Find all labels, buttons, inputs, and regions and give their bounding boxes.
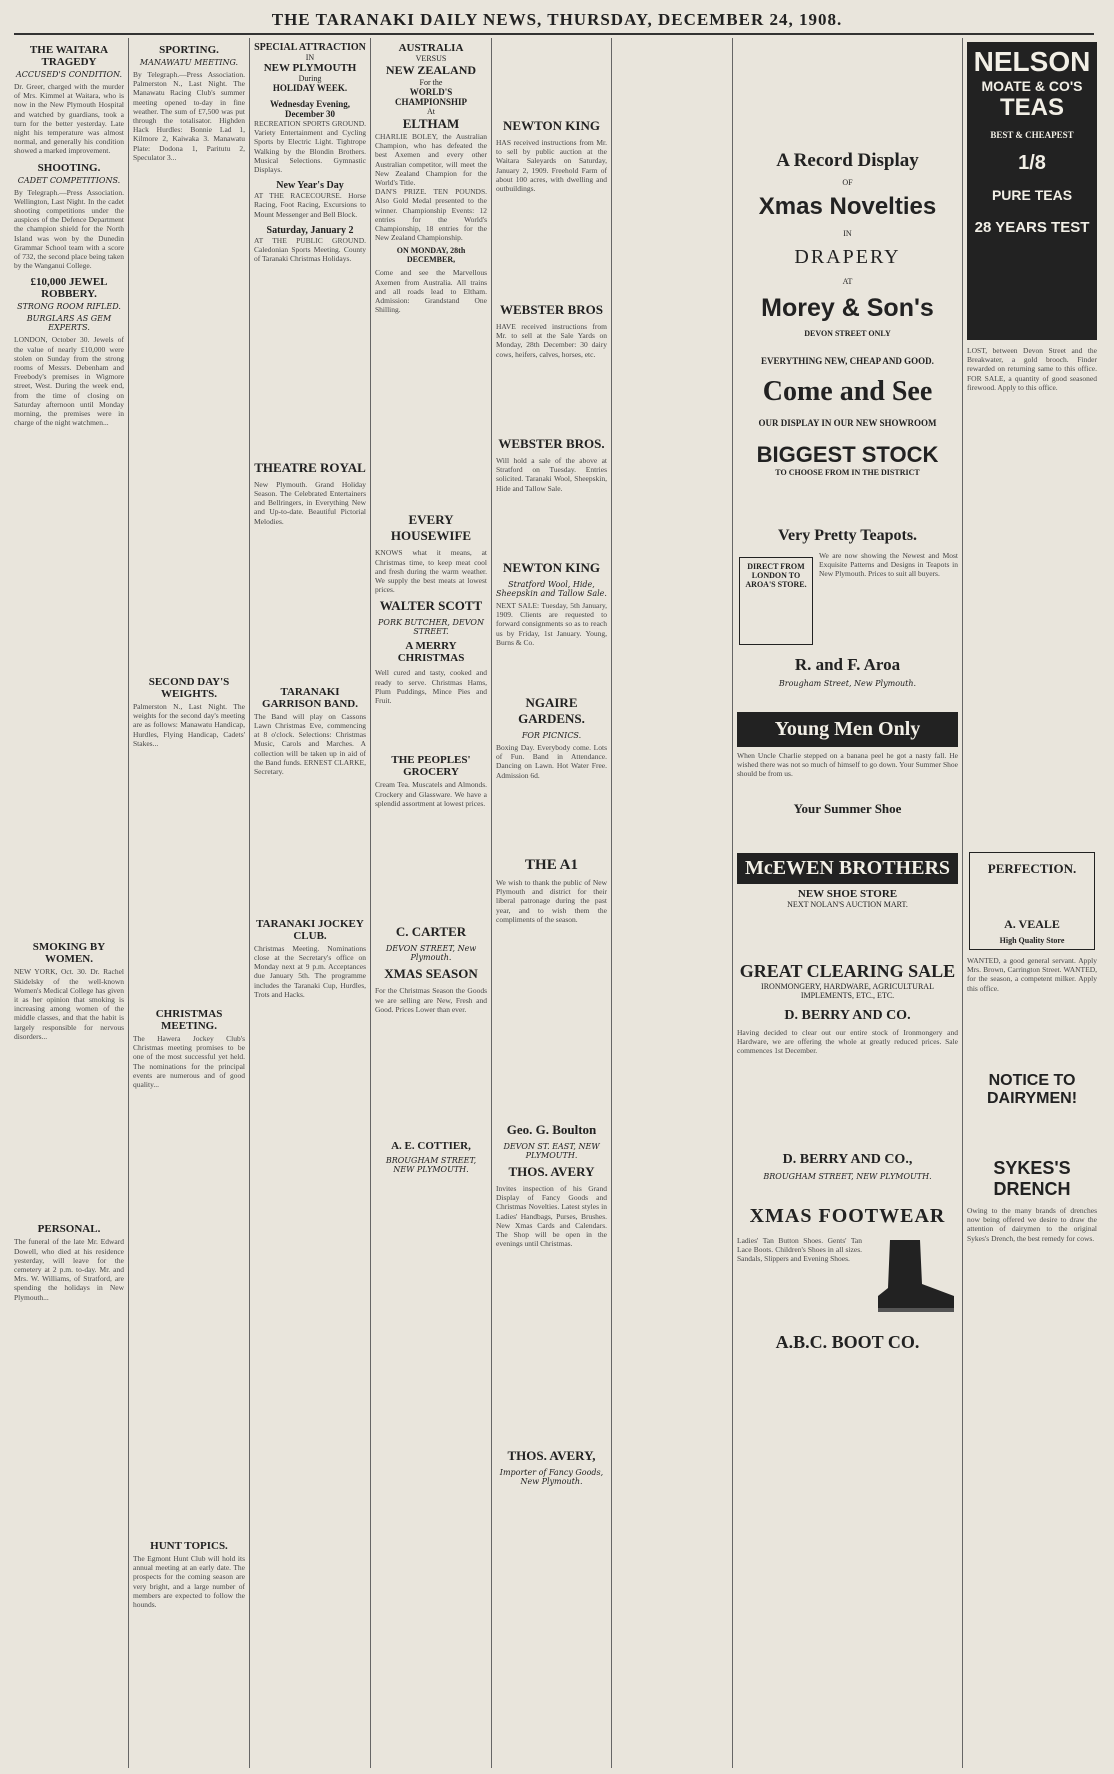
subheading: ACCUSED'S CONDITION. bbox=[15, 70, 123, 79]
ad-date: ON MONDAY, 28th DECEMBER, bbox=[396, 246, 466, 265]
ad-text: At bbox=[427, 107, 435, 116]
ad-text: HAVE received instructions from Mr. to sell at the Sale Yards on Monday, 28th December: 30 dairy cows, heifers, calves, horses, etc. bbox=[496, 322, 609, 359]
column-divider bbox=[370, 38, 371, 1768]
headline: SMOKING BY WOMEN. bbox=[32, 941, 106, 966]
perfection-ad bbox=[969, 852, 1095, 950]
ad-text: Owing to the many brands of drenches now being offered we desire to draw the attention of dairymen to the original Sykes's Drench, the best remedy for cows. bbox=[967, 1206, 1099, 1243]
column-6 bbox=[737, 38, 958, 1768]
ad-text: RECREATION SPORTS GROUND. Variety Entertainment and Cycling Sports by Electric Light. Tightrope Walking by the Blondin Brothers. Musical Selections. Gymnastic Displays. bbox=[254, 119, 368, 175]
ad-heading: Your Summer Shoe bbox=[793, 801, 902, 816]
ad-text: The Band will play on Cassons Lawn Christmas Eve, commencing at 8 o'clock. Selections: Christmas Music, Carols and Marches. A collection will be taken up in aid of the Band funds. ERNEST CLARKE, Secretary. bbox=[254, 711, 368, 777]
ad-heading: NEW PLYMOUTH bbox=[263, 62, 357, 74]
ad-text: We are now showing the Newest and Most Exquisite Patterns and Designs in Teapots in New Plymouth. Prices to suit all buyers. bbox=[819, 551, 960, 579]
article-text: Palmerston N., Last Night. The weights for the second day's meeting are as follows: Manawatu Handicap, Hurdles, Flying Handicap, Cadets' Stakes... bbox=[133, 702, 247, 748]
column-5 bbox=[496, 38, 607, 1768]
article-text: Dr. Greer, charged with the murder of Mrs. Kimmel at Waitara, who is now in the New Plymouth Hospital and watched by guardians, took a turn for the better yesterday. Late night his temperature was almost normal, and generally his condition showed a marked improvement. bbox=[14, 82, 126, 156]
ad-heading: NEWTON KING bbox=[503, 118, 600, 133]
subheading: MANAWATU MEETING. bbox=[139, 58, 239, 67]
ad-text: VERSUS bbox=[415, 54, 447, 63]
ad-text: When Uncle Charlie stepped on a banana peel he got a nasty fall. He wished there was not so much of himself to go down. Your Summer Shoe should be from us. bbox=[737, 751, 960, 779]
ad-heading: Xmas Novelties bbox=[758, 193, 937, 220]
ad-text: IN bbox=[305, 53, 315, 62]
article-text: By Telegraph.—Press Association. Wellington, Last Night. In the cadet shooting competitions under the auspices of the Defence Department the champion shield for the North Island was won by the Dunedin Grammar School team with a score of 732, the second place being taken by the Wanganui College. bbox=[14, 187, 126, 271]
column-3 bbox=[254, 38, 366, 1768]
ad-text: OF bbox=[842, 178, 853, 187]
headline: PERSONAL. bbox=[37, 1223, 101, 1236]
ad-heading: XMAS SEASON bbox=[384, 966, 478, 982]
ad-heading: PURE TEAS bbox=[991, 187, 1073, 203]
ad-heading: D. BERRY AND CO., bbox=[782, 1152, 913, 1167]
ad-text: KNOWS what it means, at Christmas time, to keep meat cool and fresh during the warm weather. We supply the best meats at lowest prices. bbox=[375, 548, 489, 595]
ad-text: We wish to thank the public of New Plymouth and district for their liberal patronage during the past year, and to wish them the compliments of the season. bbox=[496, 878, 609, 924]
ad-date: Wednesday Evening, December 30 bbox=[269, 99, 351, 119]
ad-text: For the bbox=[419, 78, 443, 87]
ad-text: Ladies' Tan Button Shoes. Gents' Tan Lace Boots. Children's Shoes in all sizes. Sandals, Slippers and Evening Shoes. bbox=[737, 1236, 864, 1264]
ad-heading: THOS. AVERY, bbox=[507, 1448, 596, 1463]
ad-heading: EVERY HOUSEWIFE bbox=[390, 512, 472, 544]
ad-heading: PERFECTION. bbox=[987, 861, 1077, 876]
article-text: The Egmont Hunt Club will hold its annual meeting at an early date. The prospects for the coming season are very bright, and a large number of members are expected to follow the hounds. bbox=[133, 1554, 247, 1610]
ad-text: AT THE RACECOURSE. Horse Racing, Foot Racing, Excursions to Mount Messenger and Bell Block. bbox=[254, 191, 368, 219]
ad-heading: NOTICE TO DAIRYMEN! bbox=[986, 1072, 1078, 1107]
ad-heading: R. and F. Aroa bbox=[794, 655, 901, 674]
teapot-ad bbox=[737, 551, 958, 651]
subheading: CADET COMPETITIONS. bbox=[17, 175, 121, 185]
subheading: STRONG ROOM RIFLED. bbox=[17, 302, 121, 312]
ad-heading: NELSON bbox=[973, 46, 1091, 77]
ad-text: Invites inspection of his Grand Display of Fancy Goods and Christmas Novelties. Latest styles in Ladies' Handbags, Purses, Brushes. New Xmas Cards and Calendars. The Shop will be open in the evenings until Christmas. bbox=[496, 1184, 609, 1249]
column-1 bbox=[14, 38, 124, 1768]
ad-text: During bbox=[298, 74, 322, 83]
nelson-teas-ad bbox=[967, 42, 1097, 340]
ad-address: BROUGHAM STREET, NEW PLYMOUTH. bbox=[763, 1172, 932, 1181]
column-2 bbox=[133, 38, 245, 1768]
ad-heading: WALTER SCOTT bbox=[379, 598, 483, 614]
ad-text: HOLIDAY WEEK. bbox=[272, 83, 348, 93]
ad-heading: McEWEN BROTHERS bbox=[737, 853, 958, 884]
ad-text: AT THE PUBLIC GROUND. Caledonian Sports Meeting. County of Taranaki Christmas Holidays. bbox=[254, 235, 368, 264]
ad-text: High Quality Store bbox=[999, 936, 1065, 945]
ad-heading: NEW ZEALAND bbox=[385, 63, 477, 77]
column-4 bbox=[375, 38, 487, 1768]
ad-address: Importer of Fancy Goods, New Plymouth. bbox=[499, 1468, 604, 1486]
ad-heading: C. CARTER bbox=[395, 924, 467, 940]
ad-text: NEXT NOLAN'S AUCTION MART. bbox=[787, 900, 908, 909]
ad-heading: D. BERRY AND CO. bbox=[784, 1008, 911, 1023]
ad-address: DEVON ST. EAST, NEW PLYMOUTH. bbox=[503, 1142, 600, 1160]
ad-text: Well cured and tasty, cooked and ready to serve. Christmas Hams, Plum Puddings, Mince Pies and Fruit. bbox=[375, 668, 489, 706]
ad-heading: A.B.C. BOOT CO. bbox=[775, 1332, 920, 1352]
ad-heading: Morey & Son's bbox=[761, 294, 934, 322]
ad-address: PORK BUTCHER, DEVON STREET. bbox=[378, 618, 484, 637]
column-7 bbox=[967, 38, 1097, 1768]
headline: SPORTING. bbox=[159, 44, 219, 56]
ad-subheading: FOR PICNICS. bbox=[521, 731, 582, 740]
ad-heading: A. VEALE bbox=[1004, 917, 1060, 931]
ad-heading: NEWTON KING bbox=[503, 560, 600, 575]
ad-heading: TARANAKI JOCKEY CLUB. bbox=[256, 917, 364, 942]
article-text: NEW YORK, Oct. 30. Dr. Rachel Skidelsky of the well-known Women's Medical College has given it as her opinion that smoking is increasing among women of the middle classes, and that the habit is largely responsible for nervous disorders... bbox=[14, 967, 126, 1041]
ad-address: BROUGHAM STREET, NEW PLYMOUTH. bbox=[385, 1156, 477, 1175]
ad-text: Come and see the Marvellous Axemen from Australia. All trains and all roads lead to Eltham. Admission: Grandstand One Shilling. bbox=[375, 268, 489, 315]
ad-text: HAS received instructions from Mr. to sell by public auction at the Waitara Saleyards on Saturday, January 2, 1909. Freehold Farm of about 100 acres, with dwelling and outbuildings. bbox=[496, 138, 609, 194]
ad-heading: BIGGEST STOCK bbox=[756, 442, 939, 467]
ad-heading: THE A1 bbox=[525, 857, 578, 873]
headline: SHOOTING. bbox=[37, 161, 101, 174]
footwear-ad bbox=[737, 1236, 958, 1326]
article-text: LONDON, October 30. Jewels of the value of nearly £10,000 were stolen on Sunday from the strong rooms of Messrs. Debenham and Freebody's premises in Wigmore street, West. During the week end, from the time of closing on Saturday afternoon until Monday morning, the premises were in charge of the night watchmen... bbox=[14, 335, 126, 428]
ad-heading: THE PEOPLES' GROCERY bbox=[391, 754, 471, 779]
ad-text: IN bbox=[843, 229, 852, 238]
ad-text: DEVON STREET ONLY bbox=[804, 329, 891, 338]
masthead: THE TARANAKI DAILY NEWS, THURSDAY, DECEMBER 24, 1908. bbox=[271, 10, 843, 29]
ad-text: BEST & CHEAPEST bbox=[990, 130, 1074, 140]
headline: CHRISTMAS MEETING. bbox=[155, 1008, 223, 1032]
ad-text: TO CHOOSE FROM IN THE DISTRICT bbox=[775, 468, 920, 477]
ad-heading: THOS. AVERY bbox=[508, 1164, 595, 1179]
ad-heading: A. E. COTTIER, bbox=[391, 1140, 471, 1153]
article-text: By Telegraph.—Press Association. Palmerston N., Last Night. The Manawatu Racing Club's summer meeting opened to-day in fine weather. The sum of £7,500 was put through the totalisator. Highden Hack Hurdles: Bonnie Lad 1, Kilmore 2, Kaiwaka 3. Manawatu Plate: Dodona 1, Paritutu 2, Speculator 3... bbox=[133, 70, 247, 162]
ad-heading: Very Pretty Teapots. bbox=[777, 527, 918, 544]
ad-heading: TEAS bbox=[999, 94, 1064, 121]
ad-heading: A Record Display bbox=[776, 150, 919, 171]
classified-text: WANTED, a good general servant. Apply Mrs. Brown, Carrington Street. WANTED, for the season, a competent milker. Apply this office. bbox=[967, 956, 1099, 993]
headline: SECOND DAY'S WEIGHTS. bbox=[148, 676, 230, 700]
column-divider bbox=[249, 38, 250, 1768]
ad-text: New Plymouth. Grand Holiday Season. The Celebrated Entertainers and Bellringers, in Everything New and Up-to-date. Beautiful Pictorial Melodies. bbox=[254, 479, 368, 526]
ad-heading: NGAIRE GARDENS. bbox=[518, 695, 585, 726]
column-divider bbox=[732, 38, 733, 1768]
column-divider bbox=[491, 38, 492, 1768]
column-divider bbox=[962, 38, 963, 1768]
ad-heading: THEATRE ROYAL bbox=[254, 459, 366, 475]
boot-illustration-icon bbox=[868, 1236, 958, 1316]
article-text: The funeral of the late Mr. Edward Dowell, who died at his residence yesterday, will leave for the cemetery at 2 p.m. to-day. Mr. and Mrs. W. Williams, of Stratford, are spending the holidays in New Plymouth... bbox=[14, 1237, 126, 1302]
ad-heading: A MERRY CHRISTMAS bbox=[397, 640, 465, 665]
ad-text: Having decided to clear out our entire stock of Ironmongery and Hardware, we are offering the whole at greatly reduced prices. Sale commences 1st December. bbox=[737, 1028, 960, 1056]
ad-price: 1/8 bbox=[1018, 152, 1046, 174]
column-divider bbox=[611, 38, 612, 1768]
masthead-rule bbox=[14, 33, 1094, 35]
ad-heading: WEBSTER BROS bbox=[500, 302, 603, 317]
ad-address: DEVON STREET, New Plymouth. bbox=[385, 944, 477, 963]
headline: THE WAITARA TRAGEDY bbox=[29, 44, 109, 68]
ad-text: WORLD'S CHAMPIONSHIP bbox=[395, 87, 467, 107]
ad-text: Cream Tea. Muscatels and Almonds. Crockery and Glassware. We have a splendid assortment at lowest prices. bbox=[375, 780, 489, 808]
ad-heading: AUSTRALIA bbox=[398, 42, 464, 54]
ad-heading: MOATE & CO'S bbox=[981, 78, 1083, 94]
ad-date: New Year's Day bbox=[276, 180, 344, 192]
column-divider bbox=[128, 38, 129, 1768]
ad-heading: ELTHAM bbox=[402, 116, 460, 131]
ad-heading: Come and See bbox=[762, 376, 933, 407]
subheading: BURGLARS AS GEM EXPERTS. bbox=[26, 314, 112, 333]
classified-text: LOST, between Devon Street and the Breakwater, a gold brooch. Finder rewarded on returning same to this office. FOR SALE, a quantity of good seasoned firewood. Apply to this office. bbox=[967, 346, 1099, 392]
ad-text: IRONMONGERY, HARDWARE, AGRICULTURAL IMPLEMENTS, ETC., ETC. bbox=[761, 982, 934, 1000]
ad-date: Saturday, January 2 bbox=[266, 224, 354, 236]
ad-heading: DRAPERY bbox=[794, 246, 901, 268]
ad-text: Boxing Day. Everybody come. Lots of Fun. Band in Attendance. Dancing on Lawn. Hot Water Free. Admission 6d. bbox=[496, 743, 609, 780]
ad-heading: SPECIAL ATTRACTION bbox=[254, 42, 366, 53]
ad-heading: Young Men Only bbox=[737, 712, 958, 747]
ad-address: Brougham Street, New Plymouth. bbox=[778, 679, 917, 688]
ad-text: Will hold a sale of the above at Stratford on Tuesday. Entries solicited. Taranaki Wool, Sheepskin, Hide and Tallow Sale. bbox=[496, 456, 609, 493]
ad-text: EVERYTHING NEW, CHEAP AND GOOD. bbox=[761, 356, 934, 366]
ad-text: For the Christmas Season the Goods we are selling are New, Fresh and Good. Prices Lower than ever. bbox=[375, 986, 489, 1014]
headline: HUNT TOPICS. bbox=[150, 1540, 228, 1552]
ad-text: CHARLIE BOLEY, the Australian Champion, who has defeated the best Axemen and every other Australian competitor, will meet the New Zealand Champion for the World's Title. bbox=[375, 132, 489, 188]
ad-heading: SYKES'S DRENCH bbox=[993, 1158, 1071, 1199]
direct-box: DIRECT FROM LONDON TO AROA'S STORE. bbox=[739, 557, 813, 645]
ad-heading: WEBSTER BROS. bbox=[498, 436, 605, 451]
ad-text: AT bbox=[842, 277, 853, 286]
ad-subheading: Stratford Wool, Hide, Sheepskin and Tallow Sale. bbox=[496, 580, 607, 598]
ad-heading: Geo. G. Boulton bbox=[506, 1122, 597, 1137]
ad-heading: GREAT CLEARING SALE bbox=[739, 961, 956, 981]
ad-text: DAN'S PRIZE. TEN POUNDS. Also Gold Medal presented to the winner. Championship Events: 12 entries for the World's Championship, 18 entries for the New Zealand Championship. bbox=[375, 187, 489, 243]
ad-heading: XMAS FOOTWEAR bbox=[749, 1205, 946, 1227]
article-text: The Hawera Jockey Club's Christmas meeting promises to be one of the most successful yet held. The nominations for the principal events are numerous and of good quality... bbox=[133, 1034, 247, 1090]
ad-text: NEXT SALE: Tuesday, 5th January, 1909. Clients are requested to forward consignments so as to reach us by Friday, 1st January. Young, Burns & Co. bbox=[496, 601, 609, 647]
headline: £10,000 JEWEL ROBBERY. bbox=[30, 276, 108, 301]
ad-heading: 28 YEARS TEST bbox=[974, 219, 1090, 236]
ad-text: NEW SHOE STORE bbox=[797, 888, 898, 900]
ad-text: OUR DISPLAY IN OUR NEW SHOWROOM bbox=[758, 418, 937, 428]
ad-heading: TARANAKI GARRISON BAND. bbox=[262, 685, 358, 710]
ad-text: Christmas Meeting. Nominations close at the Secretary's office on Monday next at 9 p.m. Acceptances due January 5th. The programme includes the Taranaki Cup, Hurdles, Trots and Hacks. bbox=[254, 943, 368, 999]
